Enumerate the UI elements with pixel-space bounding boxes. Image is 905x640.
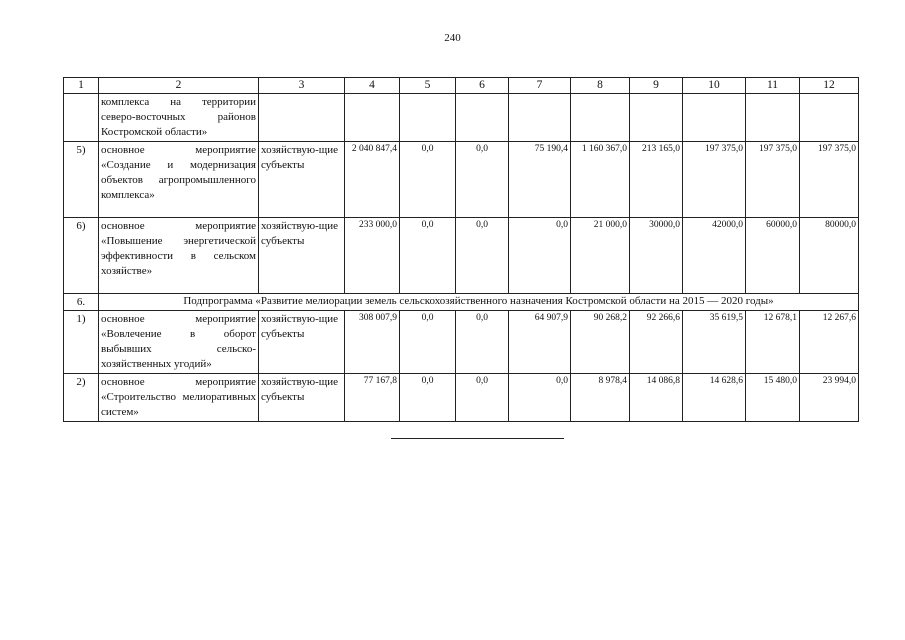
- executor: хозяйствую-щие субъекты: [259, 311, 345, 374]
- table-row: [64, 142, 859, 218]
- column-header-11: 11: [746, 78, 800, 94]
- row-number: 6.: [64, 294, 99, 311]
- value-cell: 0,0: [456, 142, 509, 218]
- column-header-9: 9: [630, 78, 683, 94]
- value-cell: 14 086,8: [630, 374, 683, 422]
- value-cell: 30000,0: [630, 218, 683, 294]
- row-number: 2): [64, 374, 99, 422]
- column-header-4: 4: [345, 78, 400, 94]
- value-cell: [800, 94, 859, 142]
- table-row: [64, 311, 859, 374]
- value-cell: 64 907,9: [509, 311, 571, 374]
- value-cell: 0,0: [509, 218, 571, 294]
- value-cell: 15 480,0: [746, 374, 800, 422]
- table-row: [64, 94, 859, 142]
- value-cell: [571, 94, 630, 142]
- value-cell: 1 160 367,0: [571, 142, 630, 218]
- header-row: [64, 78, 859, 94]
- value-cell: 35 619,5: [683, 311, 746, 374]
- row-number: 5): [64, 142, 99, 218]
- column-header-7: 7: [509, 78, 571, 94]
- table-body: [64, 94, 859, 422]
- row-number: 1): [64, 311, 99, 374]
- value-cell: 23 994,0: [800, 374, 859, 422]
- value-cell: 0,0: [456, 311, 509, 374]
- activity-name: основное мероприятие «Строительство мелиоративных систем»: [99, 374, 259, 422]
- value-cell: 0,0: [400, 311, 456, 374]
- page-number: 240: [444, 32, 461, 44]
- column-header-2: 2: [99, 78, 259, 94]
- bottom-rule: [391, 438, 564, 439]
- value-cell: [400, 94, 456, 142]
- value-cell: [456, 94, 509, 142]
- row-number: 6): [64, 218, 99, 294]
- value-cell: 12 678,1: [746, 311, 800, 374]
- value-cell: 0,0: [400, 218, 456, 294]
- section-row: [64, 294, 859, 311]
- value-cell: 213 165,0: [630, 142, 683, 218]
- value-cell: 42000,0: [683, 218, 746, 294]
- value-cell: 197 375,0: [746, 142, 800, 218]
- value-cell: 308 007,9: [345, 311, 400, 374]
- table-row: [64, 218, 859, 294]
- value-cell: 0,0: [509, 374, 571, 422]
- executor: [259, 94, 345, 142]
- row-number: [64, 94, 99, 142]
- value-cell: 8 978,4: [571, 374, 630, 422]
- value-cell: 80000,0: [800, 218, 859, 294]
- value-cell: 75 190,4: [509, 142, 571, 218]
- value-cell: 233 000,0: [345, 218, 400, 294]
- column-header-12: 12: [800, 78, 859, 94]
- activity-name: комплекса на территории северо-восточных районов Костромской области»: [99, 94, 259, 142]
- value-cell: 0,0: [400, 374, 456, 422]
- column-header-5: 5: [400, 78, 456, 94]
- column-header-3: 3: [259, 78, 345, 94]
- value-cell: 0,0: [456, 374, 509, 422]
- value-cell: [509, 94, 571, 142]
- column-header-10: 10: [683, 78, 746, 94]
- value-cell: 0,0: [400, 142, 456, 218]
- subprogram-title: Подпрограмма «Развитие мелиорации земель сельскохозяйственного назначения Костромской области на 2015 — 2020 годы»: [99, 294, 859, 311]
- value-cell: [683, 94, 746, 142]
- value-cell: [746, 94, 800, 142]
- value-cell: 77 167,8: [345, 374, 400, 422]
- activity-name: основное мероприятие «Создание и модернизация объектов агропромышленного комплекса»: [99, 142, 259, 218]
- executor: хозяйствую-щие субъекты: [259, 218, 345, 294]
- value-cell: 21 000,0: [571, 218, 630, 294]
- value-cell: 92 266,6: [630, 311, 683, 374]
- value-cell: 197 375,0: [800, 142, 859, 218]
- activity-name: основное мероприятие «Повышение энергетической эффективности в сельском хозяйстве»: [99, 218, 259, 294]
- activity-name: основное мероприятие «Вовлечение в оборот выбывших сельско-хозяйственных угодий»: [99, 311, 259, 374]
- value-cell: 14 628,6: [683, 374, 746, 422]
- executor: хозяйствую-щие субъекты: [259, 142, 345, 218]
- value-cell: 0,0: [456, 218, 509, 294]
- value-cell: 197 375,0: [683, 142, 746, 218]
- budget-table: [63, 77, 859, 422]
- table-row: [64, 374, 859, 422]
- value-cell: 90 268,2: [571, 311, 630, 374]
- executor: хозяйствую-щие субъекты: [259, 374, 345, 422]
- column-header-1: 1: [64, 78, 99, 94]
- value-cell: [345, 94, 400, 142]
- value-cell: 12 267,6: [800, 311, 859, 374]
- column-header-6: 6: [456, 78, 509, 94]
- value-cell: 2 040 847,4: [345, 142, 400, 218]
- value-cell: [630, 94, 683, 142]
- column-header-8: 8: [571, 78, 630, 94]
- value-cell: 60000,0: [746, 218, 800, 294]
